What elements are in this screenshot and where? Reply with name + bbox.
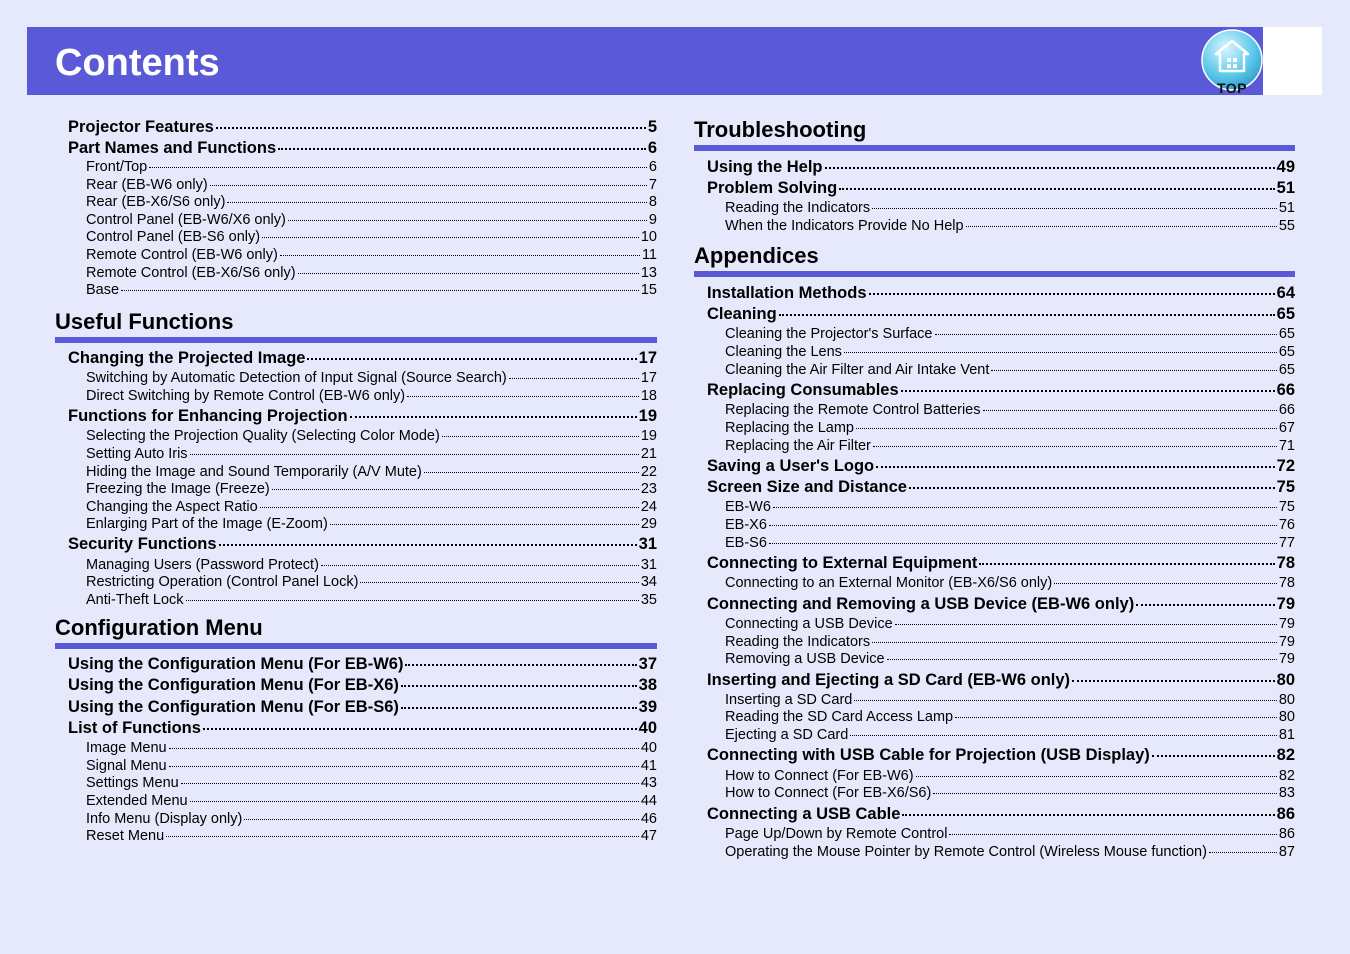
dot-leader [779,314,1275,316]
toc-entry-title: EB-X6 [725,517,767,534]
toc-entry-page: 29 [640,516,657,533]
section-heading: Useful Functions [55,309,234,334]
toc-entry-page: 79 [1278,651,1295,668]
toc-entry-title: Inserting a SD Card [725,691,853,708]
toc-entry[interactable] [707,746,1295,765]
toc-entry-title: Security Functions [68,535,217,554]
toc-entry-page: 18 [640,387,657,404]
toc-entry-title: Remote Control (EB-X6/S6 only) [86,264,296,281]
toc-entry[interactable] [86,811,657,827]
toc-entry-title: Installation Methods [707,284,867,302]
dot-leader [262,237,639,238]
toc-entry[interactable] [86,481,657,497]
dot-leader [149,167,647,168]
toc-entry-page: 39 [638,697,657,716]
dot-leader [872,642,1277,643]
toc-entry-page: 19 [640,428,657,445]
header-corner [1263,27,1322,95]
toc-entry-page: 51 [1278,200,1295,217]
toc-entry-title: Using the Configuration Menu (For EB-W6) [68,655,404,673]
dot-leader [169,748,639,749]
toc-entry-title: Problem Solving [707,179,838,198]
toc-entry-page: 55 [1278,218,1295,235]
toc-entry-page: 7 [648,176,657,193]
toc-entry-title: Reset Menu [86,828,165,845]
dot-leader [909,487,1275,489]
dot-leader [873,446,1277,447]
toc-entry-page: 64 [1276,284,1295,302]
toc-entry-page: 13 [640,264,657,281]
toc-entry[interactable] [68,535,657,554]
dot-leader [401,685,637,687]
dot-leader [190,801,639,802]
toc-entry-page: 40 [640,740,657,757]
toc-entry-page: 17 [638,349,657,367]
top-button[interactable] [1200,27,1264,95]
section-heading: Appendices [694,243,819,268]
toc-entry-title: Changing the Aspect Ratio [86,498,258,515]
toc-entry-page: 9 [648,211,657,228]
dot-leader [991,370,1276,371]
dot-leader [203,728,637,730]
section-heading: Troubleshooting [694,117,867,142]
toc-entry-title: Replacing the Air Filter [725,437,871,454]
toc-entry[interactable] [86,557,657,573]
toc-entry-title: Setting Auto Iris [86,445,188,462]
toc-entry-page: 43 [640,775,657,792]
dot-leader [901,390,1275,392]
section-divider [55,337,657,343]
toc-entry-page: 17 [640,370,657,387]
toc-entry-title: EB-S6 [725,534,767,551]
toc-entry[interactable] [725,535,1295,551]
toc-entry-title: Cleaning the Air Filter and Air Intake Vent [725,361,990,378]
toc-entry[interactable] [725,517,1295,533]
dot-leader [509,378,639,379]
toc-entry-page: 65 [1278,344,1295,361]
toc-entry-page: 24 [640,498,657,515]
toc-entry-title: Connecting to External Equipment [707,554,978,573]
dot-leader [869,293,1275,295]
toc-entry[interactable] [86,793,657,809]
toc-entry-page: 72 [1276,457,1295,475]
toc-entry[interactable] [725,768,1295,784]
toc-entry[interactable] [86,370,657,386]
dot-leader [210,185,647,186]
toc-entry[interactable] [68,118,657,137]
toc-entry-page: 86 [1278,825,1295,842]
toc-entry-title: Operating the Mouse Pointer by Remote Control (Wireless Mouse function) [725,843,1207,860]
toc-entry[interactable] [707,554,1295,573]
toc-entry-page: 65 [1278,361,1295,378]
toc-entry-page: 31 [640,556,657,573]
toc-entry[interactable] [86,499,657,515]
toc-entry[interactable] [707,457,1295,476]
dot-leader [216,127,646,129]
dot-leader [1136,604,1274,606]
toc-entry-title: Using the Configuration Menu (For EB-S6) [68,697,399,716]
dot-leader [979,563,1274,565]
toc-entry[interactable] [86,516,657,532]
toc-entry-title: Changing the Projected Image [68,349,306,367]
dot-leader [966,226,1277,227]
toc-entry-title: Managing Users (Password Protect) [86,556,319,573]
toc-entry-title: Connecting with USB Cable for Projection (USB Display) [707,746,1150,765]
toc-entry[interactable] [725,709,1295,725]
toc-entry-title: Restricting Operation (Control Panel Lock) [86,574,359,591]
dot-leader [856,428,1277,429]
toc-entry[interactable] [725,651,1295,667]
toc-entry[interactable] [86,247,657,263]
toc-entry-title: Switching by Automatic Detection of Input Signal (Source Search) [86,370,507,387]
toc-entry[interactable] [725,362,1295,378]
toc-entry-title: Screen Size and Distance [707,478,907,497]
toc-entry-page: 66 [1276,381,1295,400]
toc-entry-page: 44 [640,793,657,809]
toc-entry-title: Base [86,282,120,299]
toc-entry-page: 82 [1278,767,1295,784]
dot-leader [121,290,639,291]
dot-leader [442,436,639,437]
toc-entry[interactable] [725,616,1295,632]
toc-entry[interactable] [725,826,1295,842]
toc-entry-title: Connecting a USB Device [725,615,893,632]
toc-entry-page: 65 [1276,305,1295,324]
toc-entry[interactable] [725,499,1295,515]
toc-entry[interactable] [725,200,1295,216]
dot-leader [872,208,1277,209]
toc-entry[interactable] [725,575,1295,591]
dot-leader [933,793,1277,794]
toc-entry[interactable] [86,758,657,774]
toc-entry-title: Front/Top [86,159,148,175]
toc-entry-title: Projector Features [68,118,214,136]
toc-entry[interactable] [725,844,1295,860]
toc-entry-page: 82 [1276,746,1295,765]
toc-entry-page: 35 [640,591,657,608]
toc-entry[interactable] [86,265,657,281]
toc-entry-title: Control Panel (EB-S6 only) [86,229,261,246]
toc-entry[interactable] [725,727,1295,743]
dot-leader [166,836,639,837]
dot-leader [298,273,639,274]
toc-entry-page: 78 [1276,554,1295,573]
dot-leader [288,220,647,221]
toc-entry-page: 80 [1278,691,1295,708]
toc-entry-title: How to Connect (For EB-W6) [725,767,914,784]
toc-entry-title: Cleaning [707,305,777,324]
toc-entry[interactable] [707,805,1295,824]
toc-entry-page: 37 [638,655,657,673]
toc-entry-title: Info Menu (Display only) [86,810,243,827]
dot-leader [321,565,639,566]
dot-leader [825,167,1275,169]
toc-entry[interactable] [68,676,657,695]
toc-entry-page: 80 [1278,709,1295,726]
dot-leader [935,334,1277,335]
dot-leader [1209,852,1277,853]
toc-entry[interactable] [68,719,657,738]
toc-entry-title: Using the Configuration Menu (For EB-X6) [68,676,399,695]
toc-entry[interactable] [68,407,657,426]
top-label: TOP [1216,80,1248,96]
toc-entry-page: 67 [1278,420,1295,436]
dot-leader [405,664,636,666]
dot-leader [773,507,1277,508]
toc-entry[interactable] [707,158,1295,177]
page-title: Contents [55,42,220,84]
dot-leader [272,489,639,490]
toc-entry[interactable] [725,402,1295,418]
toc-entry[interactable] [707,284,1295,303]
dot-leader [244,819,639,820]
toc-entry[interactable] [707,478,1295,497]
dot-leader [902,814,1274,816]
dot-leader [407,396,639,397]
toc-entry-page: 80 [1276,670,1295,689]
toc-entry-title: Ejecting a SD Card [725,727,849,744]
toc-entry-page: 31 [638,535,657,554]
toc-entry[interactable] [86,282,657,298]
toc-entry-title: Reading the SD Card Access Lamp [725,709,954,726]
section-divider [694,145,1295,151]
dot-leader [307,358,636,360]
toc-entry-title: EB-W6 [725,499,771,516]
toc-entry-title: Rear (EB-X6/S6 only) [86,194,226,211]
toc-entry[interactable] [86,446,657,462]
dot-leader [769,525,1277,526]
toc-entry-page: 47 [640,828,657,845]
toc-entry-page: 81 [1278,727,1295,744]
dot-leader [839,188,1274,190]
toc-entry-title: Extended Menu [86,793,188,809]
toc-entry-title: When the Indicators Provide No Help [725,218,964,235]
dot-leader [983,410,1277,411]
toc-entry[interactable] [86,428,657,444]
toc-entry-title: Control Panel (EB-W6/X6 only) [86,211,286,228]
dot-leader [844,352,1277,353]
toc-entry-title: Replacing the Remote Control Batteries [725,402,981,419]
toc-entry[interactable] [86,229,657,245]
toc-entry-page: 79 [1276,594,1295,613]
header-banner [27,27,1263,95]
toc-entry-title: Cleaning the Projector's Surface [725,326,933,343]
dot-leader [280,255,640,256]
toc-entry[interactable] [86,828,657,844]
toc-entry-page: 21 [640,445,657,462]
toc-entry-title: Replacing Consumables [707,381,899,400]
toc-entry-title: Saving a User's Logo [707,457,875,475]
toc-entry-title: Using the Help [707,158,823,176]
dot-leader [1054,583,1277,584]
toc-entry-title: List of Functions [68,718,201,737]
dot-leader [190,454,639,455]
dot-leader [854,700,1277,701]
toc-entry-page: 46 [640,810,657,827]
toc-entry[interactable] [707,671,1295,690]
toc-entry[interactable] [707,305,1295,324]
toc-entry-page: 77 [1278,534,1295,551]
toc-entry[interactable] [707,179,1295,198]
toc-entry-title: How to Connect (For EB-X6/S6) [725,785,932,802]
toc-entry[interactable] [725,218,1295,234]
toc-entry-page: 83 [1278,785,1295,802]
toc-entry-page: 86 [1276,804,1295,823]
toc-entry[interactable] [707,595,1295,614]
toc-entry[interactable] [86,177,657,193]
toc-entry[interactable] [707,381,1295,400]
toc-entry[interactable] [725,438,1295,454]
dot-leader [876,466,1275,468]
dot-leader [949,834,1276,835]
toc-entry-page: 71 [1278,437,1295,454]
toc-entry-title: Part Names and Functions [68,138,277,157]
toc-entry-title: Rear (EB-W6 only) [86,176,208,193]
toc-entry-page: 75 [1276,478,1295,497]
section-divider [55,643,657,649]
toc-entry-title: Page Up/Down by Remote Control [725,825,948,842]
toc-entry-page: 79 [1278,633,1295,650]
toc-entry[interactable] [725,420,1295,436]
toc-entry[interactable] [68,655,657,674]
toc-entry-title: Cleaning the Lens [725,344,842,361]
toc-entry[interactable] [725,326,1295,342]
toc-entry-page: 10 [640,229,657,246]
dot-leader [769,543,1277,544]
toc-entry-title: Image Menu [86,740,167,757]
toc-entry-title: Freezing the Image (Freeze) [86,481,270,498]
toc-entry[interactable] [86,194,657,210]
toc-entry[interactable] [86,574,657,590]
toc-entry-title: Enlarging Part of the Image (E-Zoom) [86,516,328,533]
toc-entry-page: 79 [1278,615,1295,632]
toc-entry-title: Remote Control (EB-W6 only) [86,247,278,263]
dot-leader [169,766,639,767]
toc-entry-title: Selecting the Projection Quality (Selecting Color Mode) [86,428,440,445]
toc-entry[interactable] [725,785,1295,801]
toc-entry-title: Hiding the Image and Sound Temporarily (A/V Mute) [86,463,422,480]
dot-leader [219,544,637,546]
toc-entry[interactable] [68,698,657,717]
toc-entry-page: 19 [638,407,657,425]
dot-leader [227,202,647,203]
toc-entry-page: 76 [1278,517,1295,534]
dot-leader [401,707,637,709]
toc-entry-page: 11 [641,247,657,263]
dot-leader [895,624,1277,625]
toc-entry-page: 78 [1278,575,1295,592]
toc-entry-title: Functions for Enhancing Projection [68,407,348,425]
dot-leader [350,416,637,418]
toc-entry[interactable] [86,212,657,228]
toc-entry-page: 23 [640,481,657,498]
toc-entry-title: Connecting a USB Cable [707,804,901,823]
toc-entry-page: 41 [640,757,657,774]
section-heading: Configuration Menu [55,615,263,640]
toc-entry-page: 8 [648,194,657,211]
dot-leader [330,524,639,525]
toc-entry-page: 66 [1278,402,1295,419]
toc-entry[interactable] [86,740,657,756]
dot-leader [181,783,639,784]
toc-entry-title: Signal Menu [86,757,167,774]
toc-entry[interactable] [725,692,1295,708]
dot-leader [186,600,639,601]
toc-entry[interactable] [86,592,657,608]
dot-leader [360,582,638,583]
dot-leader [278,148,646,150]
dot-leader [424,472,639,473]
toc-entry-title: Direct Switching by Remote Control (EB-W6 only) [86,387,406,404]
toc-entry-page: 22 [640,463,657,480]
dot-leader [955,717,1277,718]
toc-entry[interactable] [86,159,657,175]
toc-entry-page: 34 [640,574,657,591]
toc-entry-title: Connecting and Removing a USB Device (EB-W6 only) [707,594,1135,613]
toc-entry-title: Settings Menu [86,775,179,792]
dot-leader [887,659,1277,660]
toc-entry-page: 65 [1278,326,1295,343]
toc-entry-title: Replacing the Lamp [725,420,854,436]
toc-entry[interactable] [68,139,657,158]
dot-leader [1152,755,1275,757]
dot-leader [260,507,639,508]
toc-entry[interactable] [86,464,657,480]
toc-entry[interactable] [68,349,657,368]
toc-entry-page: 51 [1276,179,1295,198]
toc-entry-page: 38 [638,676,657,695]
toc-entry-title: Reading the Indicators [725,633,871,650]
toc-entry-title: Removing a USB Device [725,651,885,668]
section-divider [694,271,1295,277]
toc-entry[interactable] [725,344,1295,360]
toc-entry-page: 5 [647,118,657,136]
toc-entry-page: 15 [640,282,657,299]
toc-entry[interactable] [725,634,1295,650]
toc-entry-page: 87 [1278,843,1295,860]
toc-entry-page: 6 [648,159,657,175]
toc-entry-page: 6 [647,138,657,157]
toc-entry[interactable] [86,775,657,791]
toc-entry-page: 49 [1276,158,1295,176]
toc-entry-page: 40 [638,718,657,737]
dot-leader [916,776,1277,777]
toc-entry[interactable] [86,388,657,404]
dot-leader [850,735,1277,736]
toc-entry-title: Reading the Indicators [725,200,871,217]
dot-leader [1072,680,1275,682]
toc-entry-title: Anti-Theft Lock [86,591,184,608]
toc-entry-title: Connecting to an External Monitor (EB-X6/S6 only) [725,575,1053,592]
toc-entry-page: 75 [1278,499,1295,516]
toc-entry-title: Inserting and Ejecting a SD Card (EB-W6 only) [707,670,1071,689]
